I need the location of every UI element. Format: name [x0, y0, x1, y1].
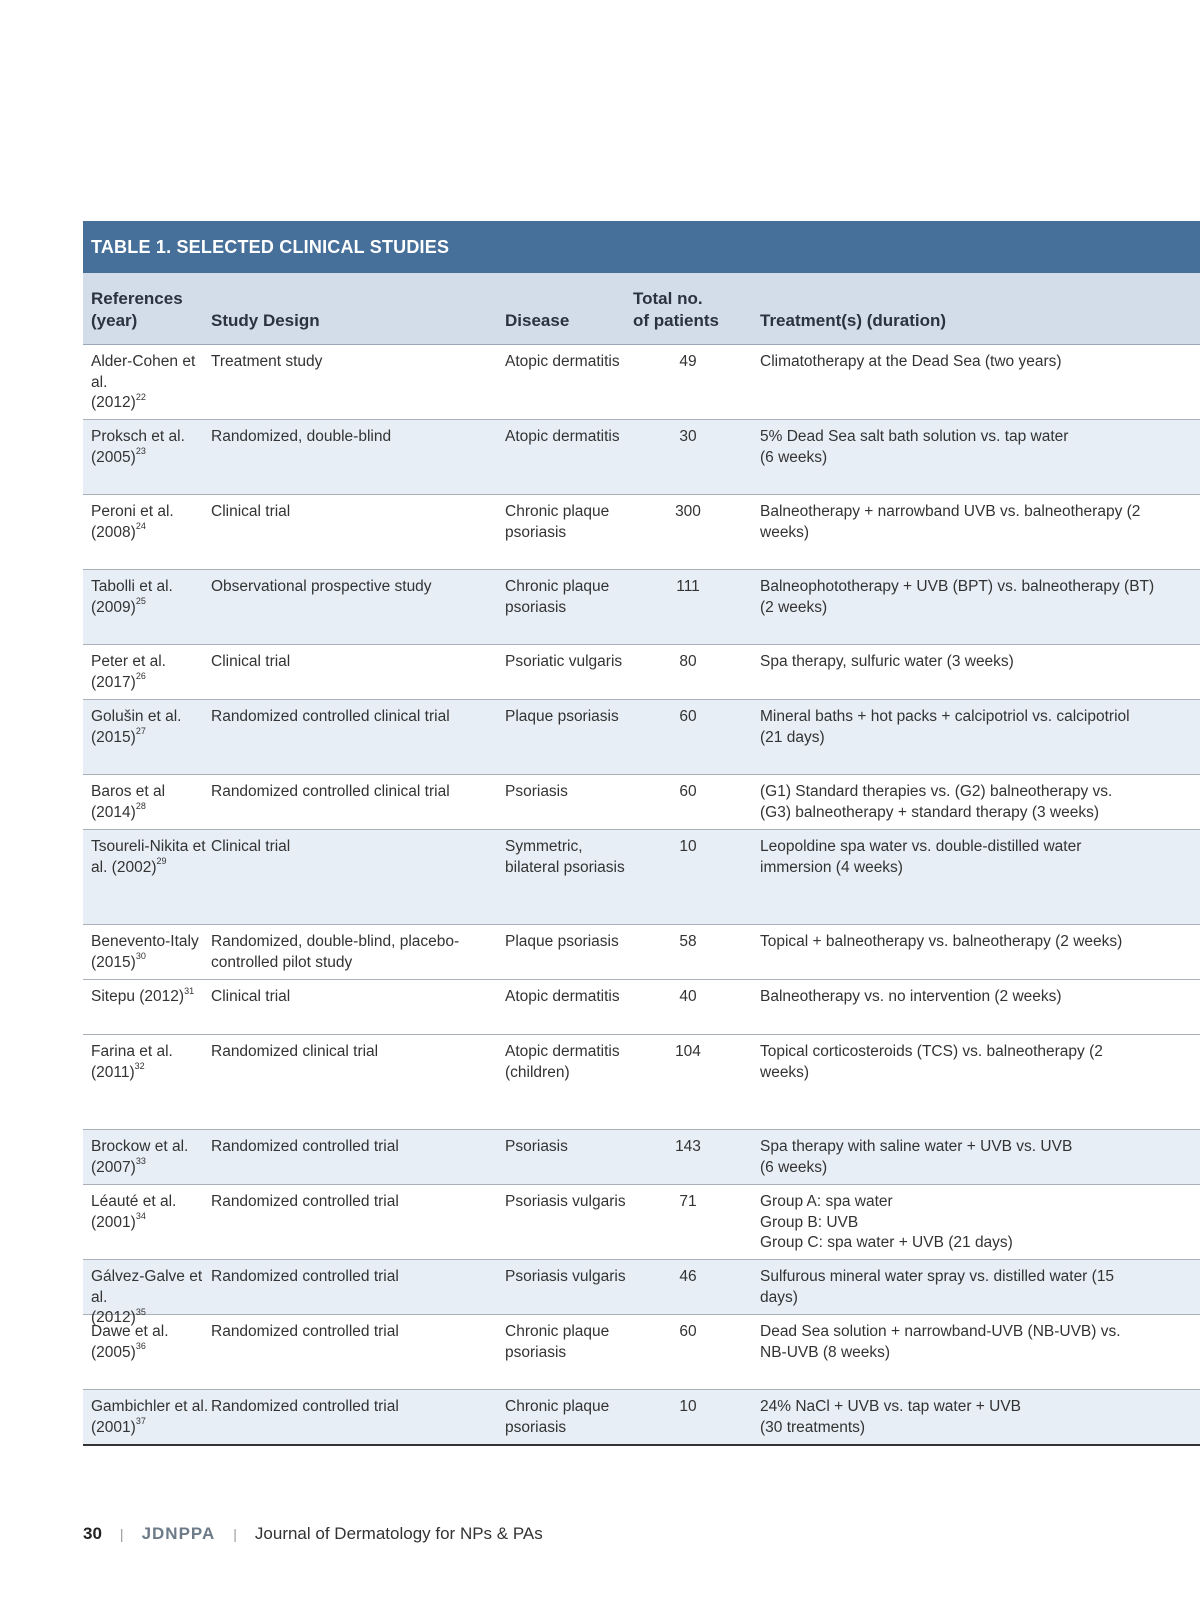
- cell-reference: [83, 707, 211, 774]
- header-study-design: Study Design: [211, 311, 320, 330]
- cell-treatment: Sulfurous mineral water spray vs. distilled water (15 days): [760, 1268, 1115, 1306]
- cell-reference: [83, 987, 211, 1034]
- cell-disease: Plaque psoriasis: [505, 933, 619, 950]
- cell-treatment: 24% NaCl + UVB vs. tap water + UVB (30 treatments): [760, 1398, 1022, 1436]
- reference-text: Tsoureli-Nikita et al. (2002): [91, 838, 206, 876]
- citation-superscript: 32: [134, 1061, 145, 1072]
- page-footer: [83, 1524, 543, 1544]
- cell-total-patients: 60: [679, 708, 697, 725]
- cell-disease: Plaque psoriasis: [505, 708, 619, 725]
- cell-disease: Atopic dermatitis (children): [505, 1043, 620, 1081]
- cell-treatment: Group A: spa water Group B: UVB Group C: spa water + UVB (21 days): [760, 1193, 1013, 1251]
- cell-treatment: Topical + balneotherapy vs. balneotherapy (2 weeks): [760, 933, 1123, 950]
- cell-reference: [83, 427, 211, 494]
- table-row: [83, 700, 1200, 775]
- clinical-studies-table: [83, 221, 1200, 1446]
- cell-study-design: Randomized controlled trial: [211, 1398, 399, 1415]
- citation-superscript: 27: [135, 726, 146, 737]
- reference-text: Brockow et al. (2007): [91, 1138, 189, 1176]
- cell-disease: Psoriatic vulgaris: [505, 653, 623, 670]
- cell-study-design: Randomized controlled clinical trial: [211, 708, 450, 725]
- cell-total-patients: 300: [675, 503, 701, 520]
- reference-text: Peroni et al. (2008): [91, 503, 174, 541]
- cell-reference: [83, 1267, 211, 1326]
- cell-reference: [83, 1397, 211, 1444]
- cell-disease: Atopic dermatitis: [505, 988, 620, 1005]
- table-header-row: [83, 273, 1200, 345]
- cell-study-design: Randomized controlled trial: [211, 1268, 399, 1285]
- cell-study-design: Randomized controlled trial: [211, 1193, 399, 1210]
- cell-disease: Atopic dermatitis: [505, 428, 620, 445]
- citation-superscript: 28: [135, 801, 146, 812]
- table-row: [83, 570, 1200, 645]
- citation-superscript: 37: [135, 1416, 146, 1427]
- cell-treatment: Dead Sea solution + narrowband-UVB (NB-UVB) vs. NB-UVB (8 weeks): [760, 1323, 1121, 1361]
- cell-total-patients: 58: [679, 933, 697, 950]
- cell-treatment: Mineral baths + hot packs + calcipotriol vs. calcipotriol (21 days): [760, 708, 1130, 746]
- reference-text: Léauté et al. (2001): [91, 1193, 177, 1231]
- footer-separator: |: [119, 1526, 124, 1542]
- journal-abbreviation: JDNPPA: [141, 1524, 216, 1543]
- citation-superscript: 24: [135, 521, 146, 532]
- table-row: [83, 830, 1200, 925]
- cell-reference: [83, 782, 211, 829]
- table-row: [83, 1315, 1200, 1390]
- cell-disease: Chronic plaque psoriasis: [505, 578, 610, 616]
- cell-total-patients: 80: [679, 653, 697, 670]
- cell-treatment: (G1) Standard therapies vs. (G2) balneotherapy vs. (G3) balneotherapy + standard therapy (3 weeks): [760, 783, 1113, 821]
- cell-total-patients: 60: [679, 1323, 697, 1340]
- header-disease: Disease: [505, 311, 570, 330]
- cell-total-patients: 60: [679, 783, 697, 800]
- cell-study-design: Randomized, double-blind: [211, 428, 392, 445]
- reference-text: Baros et al (2014): [91, 783, 166, 821]
- cell-disease: Chronic plaque psoriasis: [505, 503, 610, 541]
- cell-total-patients: 104: [675, 1043, 701, 1060]
- citation-superscript: 30: [135, 951, 146, 962]
- footer-separator: |: [233, 1526, 237, 1542]
- journal-name: Journal of Dermatology for NPs & PAs: [254, 1524, 543, 1543]
- reference-text: Peter et al. (2017): [91, 653, 166, 691]
- cell-study-design: Clinical trial: [211, 988, 291, 1005]
- reference-text: Alder-Cohen et al. (2012): [91, 353, 196, 411]
- citation-superscript: 35: [135, 1306, 146, 1317]
- cell-study-design: Clinical trial: [211, 503, 291, 520]
- table-row: [83, 645, 1200, 700]
- cell-study-design: Clinical trial: [211, 838, 291, 855]
- cell-total-patients: 10: [679, 838, 697, 855]
- cell-study-design: Clinical trial: [211, 653, 291, 670]
- reference-text: Farina et al. (2011): [91, 1043, 173, 1081]
- reference-text: Dawe et al. (2005): [91, 1323, 169, 1361]
- header-total-patients: Total no. of patients: [633, 289, 719, 330]
- cell-study-design: Randomized controlled clinical trial: [211, 783, 450, 800]
- reference-text: Sitepu (2012): [91, 988, 185, 1005]
- cell-reference: [83, 837, 211, 924]
- cell-treatment: Leopoldine spa water vs. double-distilled water immersion (4 weeks): [760, 838, 1082, 876]
- table-row: [83, 980, 1200, 1035]
- cell-total-patients: 49: [679, 353, 697, 370]
- cell-reference: [83, 577, 211, 644]
- reference-text: Gambichler et al. (2001): [91, 1398, 209, 1436]
- cell-reference: [83, 502, 211, 569]
- cell-reference: [83, 652, 211, 699]
- cell-treatment: Spa therapy, sulfuric water (3 weeks): [760, 653, 1014, 670]
- cell-disease: Psoriasis: [505, 1138, 568, 1155]
- cell-reference: [83, 1192, 211, 1259]
- cell-study-design: Treatment study: [211, 353, 323, 370]
- citation-superscript: 29: [156, 856, 167, 867]
- reference-text: Tabolli et al. (2009): [91, 578, 173, 616]
- citation-superscript: 33: [135, 1156, 146, 1167]
- cell-reference: [83, 932, 211, 979]
- reference-text: Benevento-Italy (2015): [91, 933, 199, 971]
- cell-total-patients: 46: [679, 1268, 697, 1285]
- table-row: [83, 1035, 1200, 1130]
- cell-treatment: Spa therapy with saline water + UVB vs. UVB (6 weeks): [760, 1138, 1073, 1176]
- cell-treatment: Climatotherapy at the Dead Sea (two years): [760, 353, 1062, 370]
- table-row: [83, 1390, 1200, 1446]
- page-number: 30: [83, 1524, 102, 1543]
- reference-text: Golušin et al. (2015): [91, 708, 182, 746]
- cell-treatment: 5% Dead Sea salt bath solution vs. tap water (6 weeks): [760, 428, 1069, 466]
- table-body: [83, 345, 1200, 1446]
- cell-study-design: Randomized controlled trial: [211, 1323, 399, 1340]
- cell-disease: Psoriasis: [505, 783, 568, 800]
- cell-treatment: Balneotherapy vs. no intervention (2 weeks): [760, 988, 1062, 1005]
- table-row: [83, 420, 1200, 495]
- cell-reference: [83, 1137, 211, 1184]
- cell-total-patients: 71: [679, 1193, 697, 1210]
- cell-disease: Psoriasis vulgaris: [505, 1268, 626, 1285]
- cell-disease: Symmetric, bilateral psoriasis: [505, 838, 625, 876]
- citation-superscript: 36: [135, 1341, 146, 1352]
- cell-treatment: Balneotherapy + narrowband UVB vs. balneotherapy (2 weeks): [760, 503, 1141, 541]
- cell-treatment: Topical corticosteroids (TCS) vs. balneotherapy (2 weeks): [760, 1043, 1103, 1081]
- table-row: [83, 1260, 1200, 1326]
- cell-study-design: Randomized, double-blind, placebo- controlled pilot study: [211, 933, 460, 971]
- cell-study-design: Randomized clinical trial: [211, 1043, 379, 1060]
- cell-disease: Atopic dermatitis: [505, 353, 620, 370]
- citation-superscript: 23: [135, 446, 146, 457]
- table-row: [83, 345, 1200, 420]
- table-row: [83, 1185, 1200, 1260]
- citation-superscript: 34: [135, 1211, 146, 1222]
- cell-disease: Chronic plaque psoriasis: [505, 1323, 610, 1361]
- reference-text: Proksch et al. (2005): [91, 428, 185, 466]
- header-references: References (year): [91, 289, 183, 330]
- citation-superscript: 25: [135, 596, 146, 607]
- citation-superscript: 31: [184, 985, 195, 996]
- cell-total-patients: 143: [675, 1138, 701, 1155]
- table-row: [83, 1130, 1200, 1185]
- table-row: [83, 925, 1200, 980]
- table-row: [83, 775, 1200, 830]
- cell-study-design: Randomized controlled trial: [211, 1138, 399, 1155]
- cell-treatment: Balneophototherapy + UVB (BPT) vs. balneotherapy (BT) (2 weeks): [760, 578, 1155, 616]
- cell-disease: Chronic plaque psoriasis: [505, 1398, 610, 1436]
- cell-total-patients: 40: [679, 988, 697, 1005]
- cell-reference: [83, 1322, 211, 1389]
- citation-superscript: 26: [135, 671, 146, 682]
- cell-total-patients: 30: [679, 428, 697, 445]
- reference-text: Gálvez-Galve et al. (2012): [91, 1268, 203, 1326]
- table-title: TABLE 1. SELECTED CLINICAL STUDIES: [83, 221, 1200, 273]
- cell-study-design: Observational prospective study: [211, 578, 432, 595]
- cell-disease: Psoriasis vulgaris: [505, 1193, 626, 1210]
- cell-total-patients: 10: [679, 1398, 697, 1415]
- cell-total-patients: 111: [676, 578, 700, 595]
- table-row: [83, 495, 1200, 570]
- cell-reference: [83, 352, 211, 419]
- header-treatments: Treatment(s) (duration): [760, 311, 947, 330]
- citation-superscript: 22: [135, 391, 146, 402]
- cell-reference: [83, 1042, 211, 1129]
